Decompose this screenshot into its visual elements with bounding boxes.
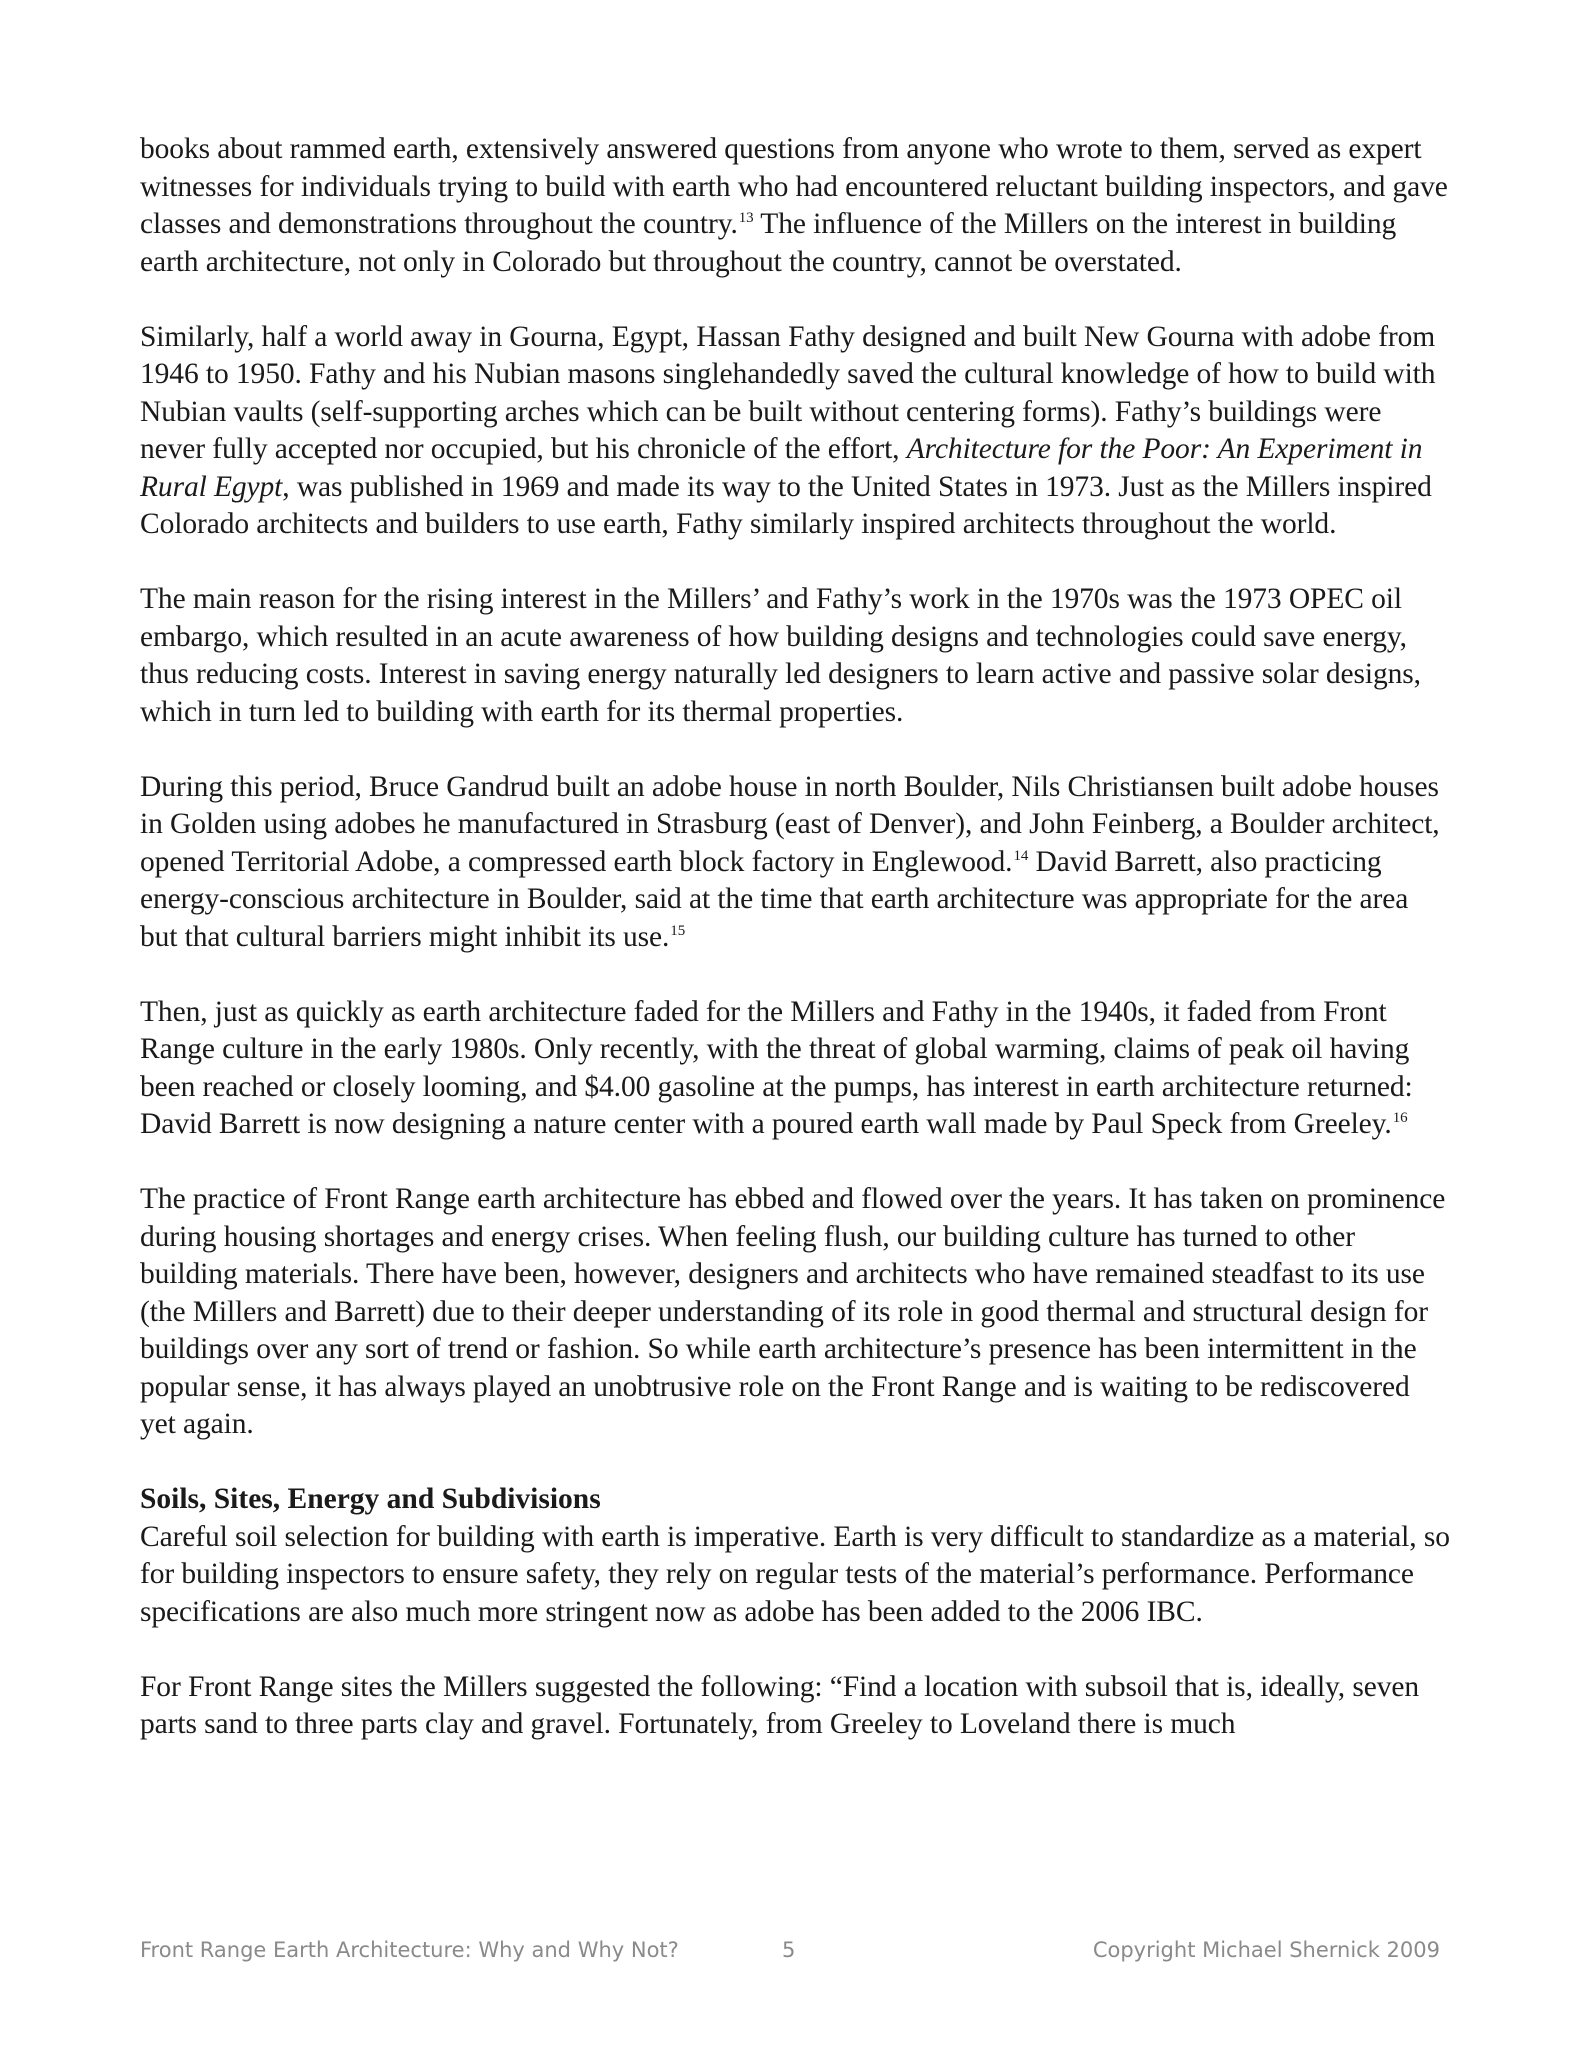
paragraph-ebb-and-flow: The practice of Front Range earth architecture has ebbed and flowed over the years. It has taken on prominence during housing shortages and energy crises. When feeling flush, our building culture has turned to other building materials. There have been, however, designers and architects who have remained steadfast to its use (the Millers and Barrett) due to their deeper understanding of its role in good thermal and structural design for buildings over any sort of trend or fashion. So while earth architecture’s presence has been intermittent in the popular sense, it has always played an unobtrusive role on the Front Range and is waiting to be rediscovered yet again.: [140, 1183, 1446, 1440]
paragraph-decline-and-return: [140, 994, 1450, 1144]
paragraph-text: Then, just as quickly as earth architecture faded for the Millers and Fathy in the 1940s, it faded from Front Range culture in the early 1980s. Only recently, with the threat of global warming, claims of peak oil having been reached or closely looming, and $4.00 gasoline at the pumps, has interest in earth architecture returned: David Barrett is now designing a nature center with a poured earth wall made by Paul Speck from Greeley.: [140, 995, 1413, 1140]
paragraph-soil-selection: Careful soil selection for building with earth is imperative. Earth is very difficult to standardize as a material, so for building inspectors to ensure safety, they rely on regular tests of the material’s performance. Performance specifications are also much more stringent now as adobe has been added to the 2006 IBC.: [140, 1520, 1450, 1628]
footnote-ref-16: 16: [1392, 1110, 1408, 1126]
paragraph-text: During this period, Bruce Gandrud built an adobe house in north Boulder, Nils Christiansen built adobe houses in Golden using adobes he manufactured in Strasburg (east of Denver), and John Feinberg, a Boulder architect, opened Territorial Adobe, a compressed earth block factory in Englewood.: [140, 770, 1440, 878]
paragraph-text: books about rammed earth, extensively answered questions from anyone who wrote to them, served as expert witnesses for individuals trying to build with earth who had encountered reluctant building inspectors, and gave classes and demonstrations throughout the country.: [140, 133, 1448, 240]
paragraph-opec-embargo: The main reason for the rising interest in the Millers’ and Fathy’s work in the 1970s was the 1973 OPEC oil embargo, which resulted in an acute awareness of how building designs and technologies could save energy, thus reducing costs. Interest in saving energy naturally led designers to learn active and passive solar designs, which in turn led to building with earth for its thermal properties.: [140, 583, 1421, 728]
paragraph-text: The influence of the Millers on the interest in building earth architecture, not only in Colorado but throughout the country, cannot be overstated.: [140, 208, 1397, 278]
footnote-ref-14: 14: [1013, 847, 1029, 864]
paragraph-builders-1970s: [140, 769, 1450, 957]
footer-copyright: Copyright Michael Shernick 2009: [1092, 1938, 1440, 1962]
book-title: Architecture for the Poor: An Experiment in Rural Egypt: [140, 433, 1423, 503]
paragraph-text: Similarly, half a world away in Gourna, Egypt, Hassan Fathy designed and built New Gourna with adobe from 1946 to 1950. Fathy and his Nubian masons singlehandedly saved the cultural knowledge of how to build with Nubian vaults (self-supporting arches which can be built without centering forms). Fathy’s buildings were never fully accepted nor occupied, but his chronicle of the effort,: [140, 320, 1436, 465]
paragraph-millers-influence: [140, 131, 1450, 281]
footnote-ref-13: 13: [738, 210, 754, 226]
paragraph-text: David Barrett, also practicing energy-conscious architecture in Boulder, said at the time that earth architecture was appropriate for the area but that cultural barriers might inhibit its use.: [140, 845, 1409, 953]
paragraph-text: , was published in 1969 and made its way to the United States in 1973. Just as the Millers inspired Colorado architects and builders to use earth, Fathy similarly inspired architects throughout the world.: [140, 470, 1432, 540]
footer-document-title: Front Range Earth Architecture: Why and Why Not?: [140, 1938, 679, 1962]
paragraph-front-range-sites: For Front Range sites the Millers suggested the following: “Find a location with subsoil that is, ideally, seven parts sand to three parts clay and gravel. Fortunately, from Greeley to Loveland there is much: [140, 1670, 1419, 1740]
page-footer: [140, 1938, 1440, 1968]
footer-page-number: 5: [782, 1938, 796, 1962]
footnote-ref-15: 15: [670, 922, 686, 939]
section-heading: Soils, Sites, Energy and Subdivisions: [140, 1483, 601, 1515]
paragraph-fathy-new-gourna: [140, 319, 1450, 544]
body-text: [140, 131, 1450, 1744]
